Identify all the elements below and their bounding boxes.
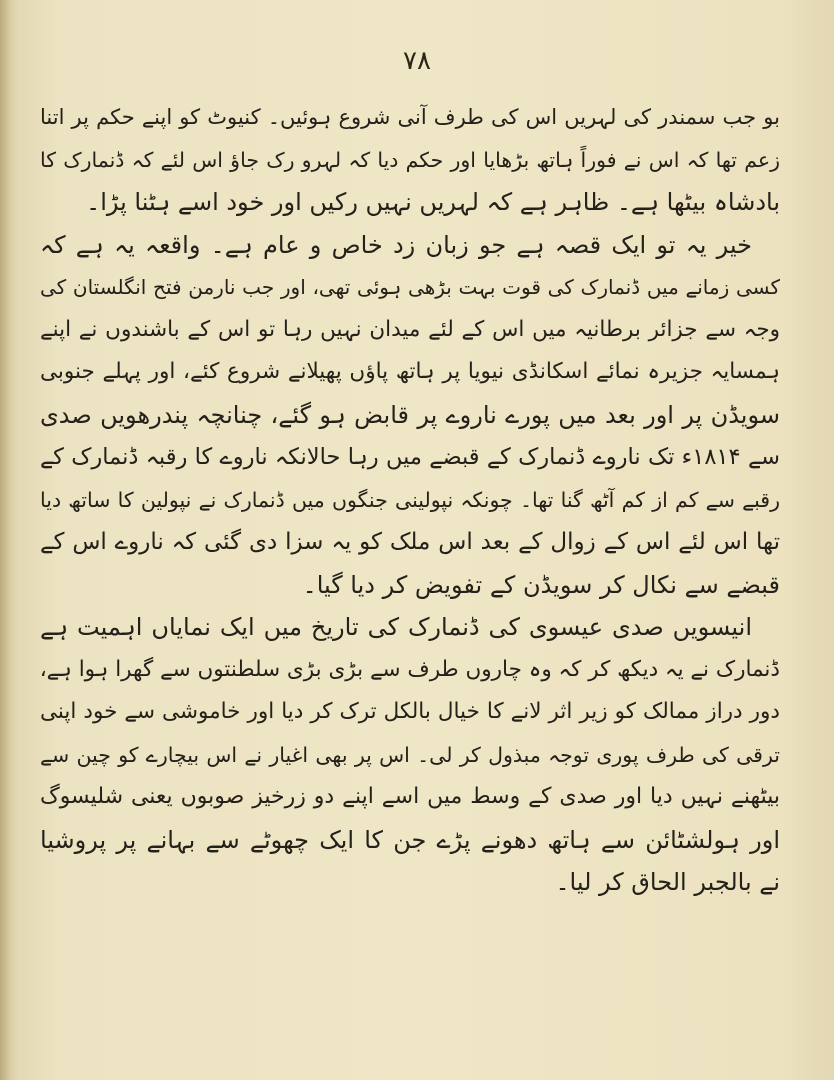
- text-line: سے ۱۸۱۴ء تک ناروے ڈنمارک کے قبضے میں رہا حالانکہ ناروے کا رقبہ ڈنمارک کے: [40, 444, 780, 470]
- text-line: دور دراز ممالک کو زیر اثر لانے کا خیال بالکل ترک کر دیا اور خاموشی سے خود اپنی: [40, 699, 780, 724]
- text-line: کسی زمانے میں ڈنمارک کی قوت بہت بڑھی ہوئی تھی، اور جب نارمن فتح انگلستان کی: [40, 275, 780, 299]
- text-line: تھا اس لئے اس کے زوال کے بعد اس ملک کو یہ سزا دی گئی کہ ناروے اس کے: [40, 529, 780, 555]
- text-line: ترقی کی طرف پوری توجہ مبذول کر لی۔ اس پر بھی اغیار نے اس بیچارے کو چین سے: [40, 742, 780, 767]
- text-line: خیر یہ تو ایک قصہ ہے جو زبان زد خاص و عام ہے۔ واقعہ یہ ہے کہ: [40, 230, 752, 259]
- body-text: [40, 96, 780, 904]
- text-line: نے بالجبر الحاق کر لیا۔: [555, 868, 780, 896]
- page-number: ۷۸: [403, 46, 431, 76]
- text-line: وجہ سے جزائر برطانیہ میں اس کے لئے میدان نہیں رہا تو اس کے باشندوں نے اپنے: [40, 316, 780, 342]
- text-line: سویڈن پر اور بعد میں پورے ناروے پر قابض ہو گئے، چنانچہ پندرھویں صدی: [40, 400, 780, 429]
- text-line: زعم تھا کہ اس نے فوراً ہاتھ بڑھایا اور حکم دیا کہ لہرو رک جاؤ اس لئے کہ ڈنمارک کا: [40, 147, 780, 172]
- text-line: بادشاہ بیٹھا ہے۔ ظاہر ہے کہ لہریں نہیں رکیں اور خود اسے ہٹنا پڑا۔: [86, 188, 780, 216]
- text-line: ڈنمارک نے یہ دیکھ کر کہ وہ چاروں طرف سے بڑی بڑی سلطنتوں سے گھرا ہوا ہے،: [40, 656, 780, 682]
- text-line: رقبے سے کم از کم آٹھ گنا تھا۔ چونکہ نپولینی جنگوں میں ڈنمارک نے نپولین کا ساتھ دیا: [40, 487, 780, 512]
- text-line: اور ہولشٹائن سے ہاتھ دھونے پڑے جن کا ایک چھوٹے سے بہانے پر پروشیا: [40, 825, 780, 854]
- text-line: ہمسایہ جزیرہ نمائے اسکانڈی نیویا پر ہاتھ پاؤں پھیلانے شروع کئے، اور پہلے جنوبی: [40, 359, 780, 384]
- text-line: قبضے سے نکال کر سویڈن کے تفویض کر دیا گیا۔: [302, 570, 780, 599]
- page-binding-edge: [0, 0, 10, 1080]
- text-line: بیٹھنے نہیں دیا اور صدی کے وسط میں اسے اپنے دو زرخیز صوبوں یعنی شلیسوگ: [40, 784, 780, 809]
- text-line: انیسویں صدی عیسوی کی ڈنمارک کی تاریخ میں ایک نمایاں اہمیت ہے: [40, 613, 752, 641]
- text-line: بو جب سمندر کی لہریں اس کی طرف آنی شروع ہوئیں۔ کنیوٹ کو اپنے حکم پر اتنا: [40, 105, 780, 129]
